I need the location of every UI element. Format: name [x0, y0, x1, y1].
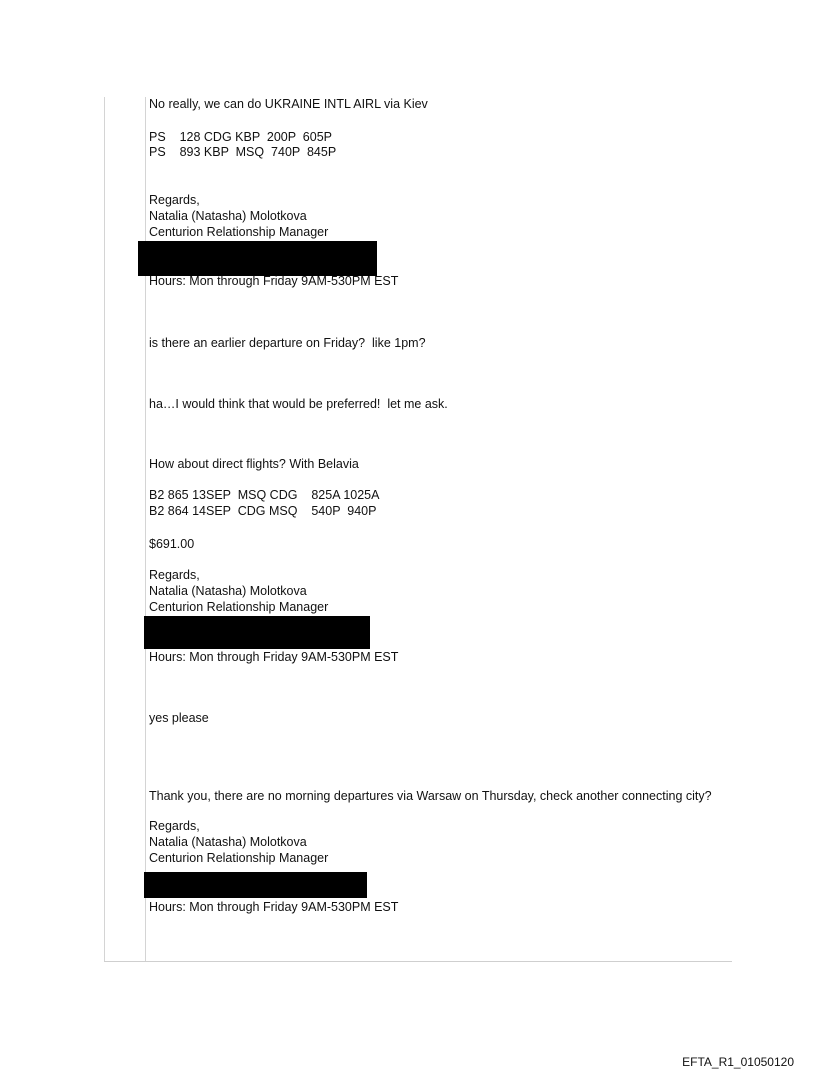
signature-hours: Hours: Mon through Friday 9AM-530PM EST	[149, 650, 399, 664]
message-text: is there an earlier departure on Friday? like 1pm?	[149, 336, 426, 350]
signature-name: Natalia (Natasha) Molotkova	[149, 835, 307, 849]
message-text: How about direct flights? With Belavia	[149, 457, 359, 471]
signature-regards: Regards,	[149, 819, 200, 833]
signature-title: Centurion Relationship Manager	[149, 225, 329, 239]
signature-regards: Regards,	[149, 568, 200, 582]
redaction-box	[138, 241, 377, 276]
signature-hours: Hours: Mon through Friday 9AM-530PM EST	[149, 274, 399, 288]
redaction-box	[144, 616, 370, 649]
price-text: $691.00	[149, 537, 195, 551]
signature-name: Natalia (Natasha) Molotkova	[149, 584, 307, 598]
document-id: EFTA_R1_01050120	[682, 1055, 794, 1069]
message-text: No really, we can do UKRAINE INTL AIRL via Kiev	[149, 97, 428, 111]
flight-line: PS 893 KBP MSQ 740P 845P	[149, 145, 337, 159]
flight-line: B2 864 14SEP CDG MSQ 540P 940P	[149, 504, 377, 518]
message-text: ha…I would think that would be preferred! let me ask.	[149, 397, 448, 411]
message-text: Thank you, there are no morning departures via Warsaw on Thursday, check another connecting city?	[149, 789, 712, 803]
signature-regards: Regards,	[149, 193, 200, 207]
flight-line: PS 128 CDG KBP 200P 605P	[149, 130, 332, 144]
thread-border-inner	[145, 97, 146, 961]
signature-title: Centurion Relationship Manager	[149, 851, 329, 865]
signature-name: Natalia (Natasha) Molotkova	[149, 209, 307, 223]
redaction-box	[144, 872, 367, 898]
signature-hours: Hours: Mon through Friday 9AM-530PM EST	[149, 900, 399, 914]
thread-border-outer	[104, 97, 105, 961]
flight-line: B2 865 13SEP MSQ CDG 825A 1025A	[149, 488, 380, 502]
signature-title: Centurion Relationship Manager	[149, 600, 329, 614]
message-text: yes please	[149, 711, 209, 725]
